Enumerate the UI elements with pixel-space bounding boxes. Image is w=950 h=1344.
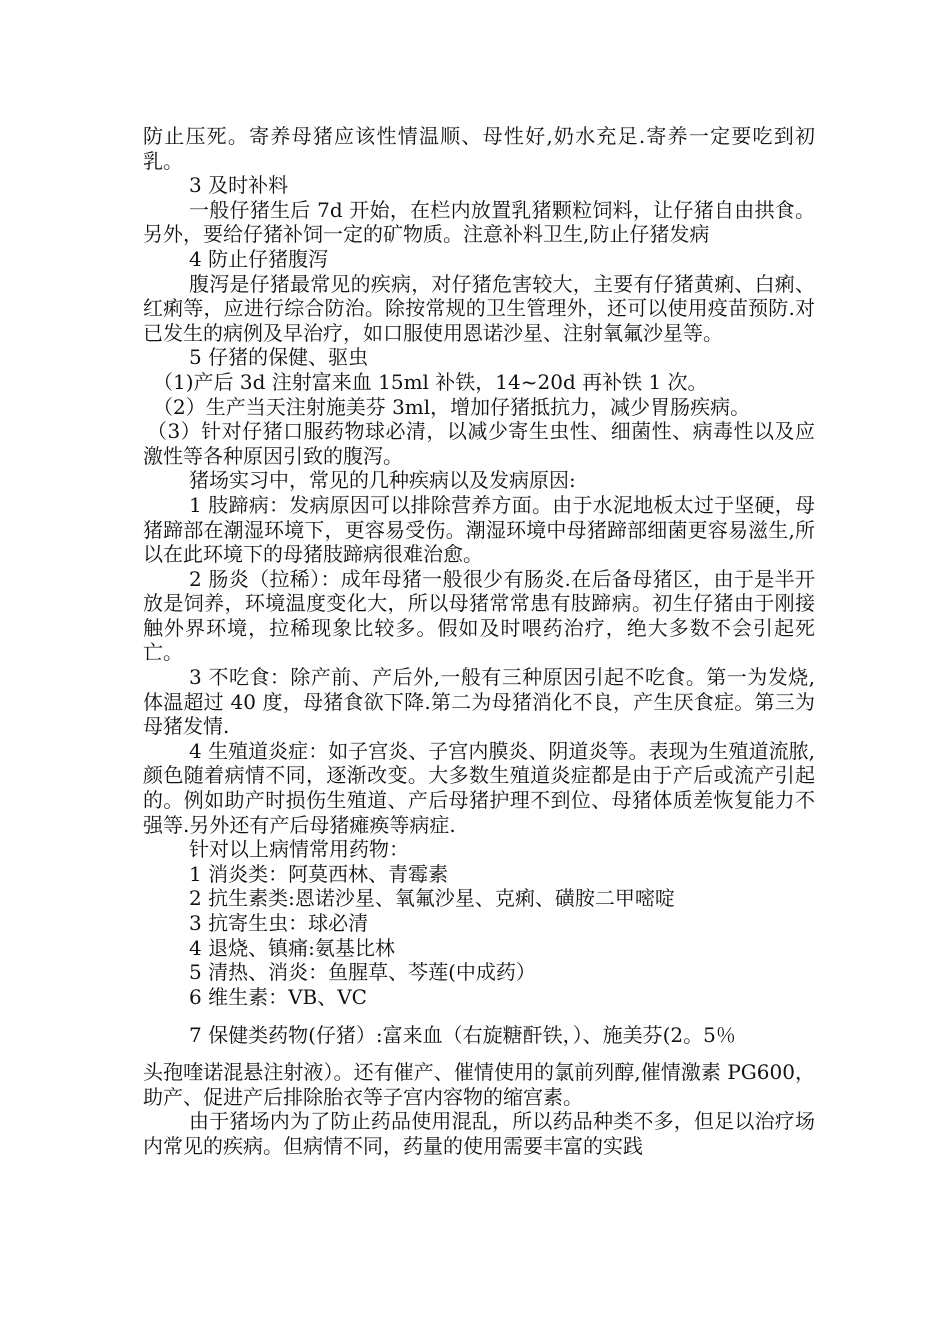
paragraph: 头孢喹诺混悬注射液）。还有催产、催情使用的氯前列醇,催情激素 PG600，助产、促进产后排除胎衣等子宫内容物的缩宫素。 [143,1059,815,1109]
paragraph: 4 生殖道炎症：如子宫炎、子宫内膜炎、阴道炎等。表现为生殖道流脓,颜色随着病情不同，逐渐改变。大多数生殖道炎症都是由于产后或流产引起的。例如助产时损伤生殖道、产后母猪护理不到位、母猪体质差恢复能力不强等.另外还有产后母猪瘫痪等病症. [143,738,815,837]
list-item: 3 抗寄生虫：球必清 [189,911,369,935]
section-heading: 4 防止仔猪腹泻 [189,246,329,271]
paragraph: 3 不吃食：除产前、产后外,一般有三种原因引起不吃食。第一为发烧,体温超过 40 度，母猪食欲下降.第二为母猪消化不良，产生厌食症。第三为母猪发情. [143,665,815,739]
paragraph: 防止压死。寄养母猪应该性情温顺、母性好,奶水充足.寄养一定要吃到初乳。 [143,124,815,173]
list-item: 6 维生素：VB、VC [189,984,367,1009]
section-heading: 3 及时补料 [189,173,289,198]
paragraph: 2 肠炎（拉稀）：成年母猪一般很少有肠炎.在后备母猪区，由于是半开放是饲养，环境温度变化大，所以母猪常常患有肢蹄病。初生仔猪由于刚接触外界环境，拉稀现象比较多。假如及时喂药治疗，绝大多数不会引起死亡。 [143,566,815,665]
paragraph: 腹泻是仔猪最常见的疾病，对仔猪危害较大，主要有仔猪黄痢、白痢、红痢等，应进行综合防治。除按常规的卫生管理外，还可以使用疫苗预防.对已发生的病例及早治疗，如口服使用恩诺沙星、注射氧氟沙星等。 [143,271,815,345]
section-heading: 猪场实习中，常见的几种疾病以及发病原因: [189,468,576,493]
list-item: 7 保健类药物(仔猪）:富来血（右旋糖酐铁，）、施美芬(2。5％ [189,1023,736,1048]
list-item: 1 消炎类：阿莫西林、青霉素 [189,861,449,886]
list-item: （3）针对仔猪口服药物球必清，以减少寄生虫性、细菌性、病毒性以及应激性等各种原因引致的腹泻。 [143,419,815,468]
section-heading: 针对以上病情常用药物： [189,837,409,862]
section-heading: 5 仔猪的保健、驱虫 [189,345,369,370]
list-item: 4 退烧、镇痛:氨基比林 [189,935,395,960]
list-item: （1)产后 3d 注射富来血 15ml 补铁，14~20d 再补铁 1 次。 [153,369,708,394]
paragraph: 由于猪场内为了防止药品使用混乱，所以药品种类不多，但足以治疗场内常见的疾病。但病情不同，药量的使用需要丰富的实践 [143,1109,815,1158]
paragraph: 1 肢蹄病：发病原因可以排除营养方面。由于水泥地板太过于坚硬，母猪蹄部在潮湿环境下，更容易受伤。潮湿环境中母猪蹄部细菌更容易滋生,所以在此环境下的母猪肢蹄病很难治愈。 [143,492,815,567]
list-item: 2 抗生素类:恩诺沙星、氧氟沙星、克痢、磺胺二甲嘧啶 [189,886,675,911]
list-item: （2）生产当天注射施美芬 3ml，增加仔猪抵抗力，减少胃肠疾病。 [153,394,751,419]
list-item: 5 清热、消炎：鱼腥草、芩莲(中成药） [189,960,536,985]
paragraph: 一般仔猪生后 7d 开始，在栏内放置乳猪颗粒饲料，让仔猪自由拱食。另外，要给仔猪补饲一定的矿物质。注意补料卫生,防止仔猪发病 [143,197,815,247]
document-page [143,124,815,1158]
